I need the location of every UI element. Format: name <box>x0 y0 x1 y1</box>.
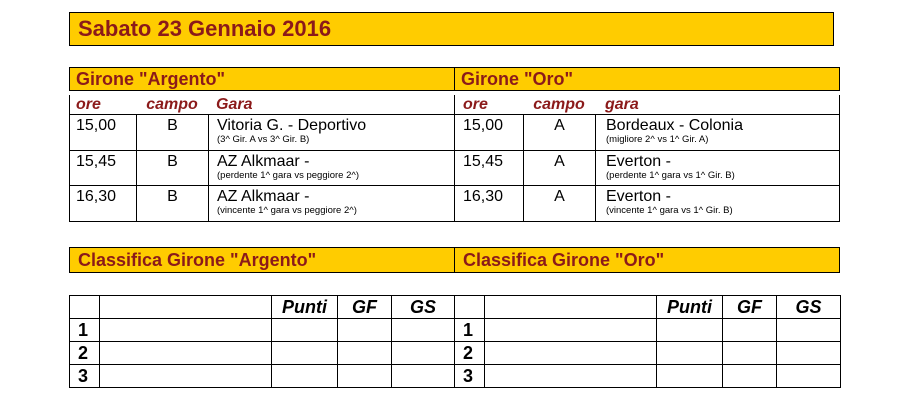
match-cell <box>595 186 839 221</box>
header-campo: campo <box>146 96 198 113</box>
table-row <box>455 365 841 388</box>
position-number: 3 <box>455 365 485 388</box>
gf-cell <box>338 342 392 365</box>
gf-cell <box>338 319 392 342</box>
classifica-argento-title: Classifica Girone "Argento" <box>69 247 455 273</box>
campo-cell: A <box>523 151 595 185</box>
table-row <box>455 342 841 365</box>
table-row <box>70 365 455 388</box>
team-cell <box>485 365 657 388</box>
team-cell <box>485 319 657 342</box>
table-row <box>70 151 454 186</box>
gs-cell <box>777 342 841 365</box>
punti-cell <box>657 319 723 342</box>
position-number: 2 <box>70 342 100 365</box>
match-label: AZ Alkmaar - <box>217 153 310 170</box>
match-note: (vincente 1^ gara vs peggiore 2^) <box>217 205 357 216</box>
gs-cell <box>392 319 455 342</box>
table-row <box>70 115 454 151</box>
team-name-header <box>100 296 272 319</box>
girone-oro-title: Girone "Oro" <box>454 67 840 91</box>
gs-header: GS <box>777 296 841 319</box>
table-row <box>455 186 839 221</box>
position-number: 3 <box>70 365 100 388</box>
date-title: Sabato 23 Gennaio 2016 <box>69 12 834 46</box>
match-label: Bordeaux - Colonia <box>606 117 743 134</box>
empty-cell <box>70 296 100 319</box>
gs-cell <box>777 365 841 388</box>
gf-cell <box>723 365 777 388</box>
team-cell <box>100 319 272 342</box>
girone-argento-header-row <box>69 95 455 115</box>
header-ore: ore <box>76 96 101 113</box>
table-row <box>70 319 455 342</box>
header-gara: gara <box>605 96 639 113</box>
gf-cell <box>723 319 777 342</box>
position-number: 1 <box>455 319 485 342</box>
table-row <box>455 151 839 186</box>
match-cell <box>208 115 454 150</box>
punti-cell <box>657 365 723 388</box>
position-number: 2 <box>455 342 485 365</box>
time-cell: 15,00 <box>463 117 504 134</box>
punti-header: Punti <box>657 296 723 319</box>
match-note: (vincente 1^ gara vs 1^ Gir. B) <box>606 205 733 216</box>
match-label: Vitoria G. - Deportivo <box>217 117 367 134</box>
classifica-argento-table <box>69 295 455 388</box>
table-row <box>70 186 454 221</box>
time-cell: 15,00 <box>76 117 117 134</box>
campo-cell: A <box>523 115 595 150</box>
classifica-oro-table <box>454 295 841 388</box>
match-note: (migliore 2^ vs 1^ Gir. A) <box>606 134 709 145</box>
gf-cell <box>723 342 777 365</box>
gs-cell <box>777 319 841 342</box>
gs-header: GS <box>392 296 455 319</box>
table-row <box>455 319 841 342</box>
team-cell <box>100 365 272 388</box>
header-gara: Gara <box>216 96 253 113</box>
empty-cell <box>455 296 485 319</box>
team-cell <box>485 342 657 365</box>
gf-header: GF <box>338 296 392 319</box>
punti-cell <box>272 365 338 388</box>
match-note: (perdente 1^ gara vs peggiore 2^) <box>217 170 359 181</box>
table-row <box>70 342 455 365</box>
time-cell: 15,45 <box>463 153 504 170</box>
campo-cell: B <box>136 186 208 221</box>
girone-argento-table <box>69 115 455 222</box>
girone-oro-header-row <box>454 95 840 115</box>
match-cell <box>208 186 454 221</box>
match-cell <box>595 115 839 150</box>
table-header-row <box>455 296 841 319</box>
campo-cell: B <box>136 151 208 185</box>
punti-header: Punti <box>272 296 338 319</box>
position-number: 1 <box>70 319 100 342</box>
match-note: (perdente 1^ gara vs 1^ Gir. B) <box>606 170 735 181</box>
time-cell: 16,30 <box>76 188 117 205</box>
header-ore: ore <box>463 96 488 113</box>
table-header-row <box>70 296 455 319</box>
campo-cell: A <box>523 186 595 221</box>
match-label: Everton - <box>606 188 671 205</box>
girone-oro-table <box>454 115 840 222</box>
punti-cell <box>657 342 723 365</box>
time-cell: 15,45 <box>76 153 117 170</box>
gs-cell <box>392 342 455 365</box>
campo-cell: B <box>136 115 208 150</box>
punti-cell <box>272 319 338 342</box>
team-cell <box>100 342 272 365</box>
team-name-header <box>485 296 657 319</box>
punti-cell <box>272 342 338 365</box>
table-row <box>455 115 839 151</box>
match-note: (3^ Gir. A vs 3^ Gir. B) <box>217 134 310 145</box>
match-label: AZ Alkmaar - <box>217 188 310 205</box>
gf-cell <box>338 365 392 388</box>
time-cell: 16,30 <box>463 188 504 205</box>
gs-cell <box>392 365 455 388</box>
girone-argento-title: Girone "Argento" <box>69 67 455 91</box>
match-cell <box>208 151 454 185</box>
gf-header: GF <box>723 296 777 319</box>
header-campo: campo <box>533 96 585 113</box>
match-label: Everton - <box>606 153 671 170</box>
classifica-oro-title: Classifica Girone "Oro" <box>454 247 840 273</box>
match-cell <box>595 151 839 185</box>
